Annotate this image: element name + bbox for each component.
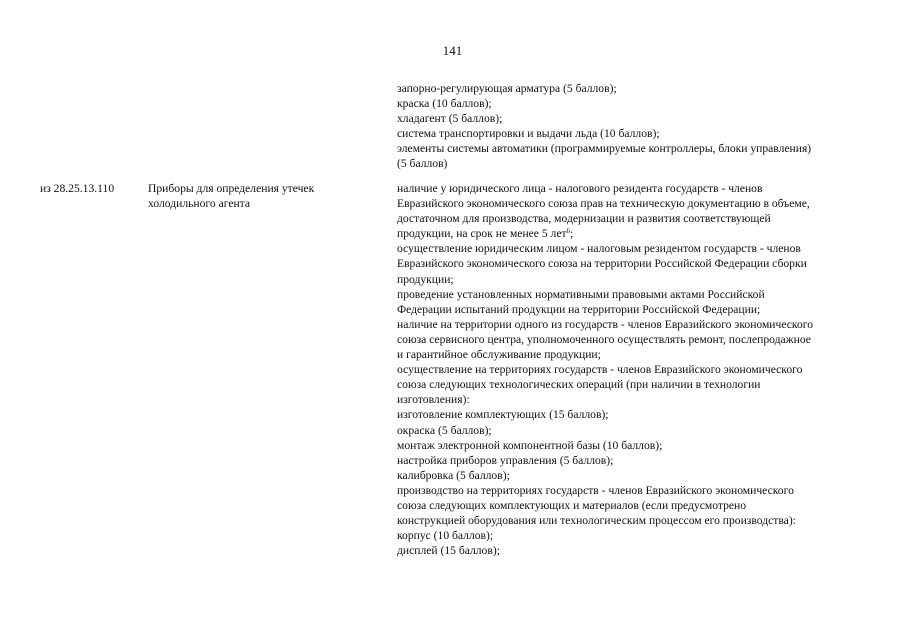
- product-name-line: Приборы для определения утечек: [148, 182, 315, 195]
- requirement-line: Евразийского экономического союза на территории Российской Федерации сборки: [397, 257, 807, 271]
- requirement-line: элементы системы автоматики (программируемые контроллеры, блоки управления): [397, 142, 812, 156]
- footnote-mark: 6: [566, 227, 571, 236]
- product-name: [148, 181, 368, 211]
- requirement-line: хладагент (5 баллов);: [397, 112, 503, 126]
- requirement-line: изготовления):: [397, 393, 470, 407]
- product-requirements: [397, 181, 877, 558]
- requirement-line: союза следующих технологических операций (при наличии в технологии: [397, 378, 761, 392]
- product-code: [40, 181, 140, 196]
- requirement-line: союза следующих комплектующих и материалов (если предусмотрено: [397, 498, 747, 512]
- requirement-line: наличие на территории одного из государств - членов Евразийского экономического: [397, 317, 814, 331]
- requirement-line: продукции;: [397, 272, 454, 286]
- requirement-line: и гарантийное обслуживание продукции;: [397, 348, 601, 362]
- requirement-line: дисплей (15 баллов);: [397, 544, 500, 558]
- requirement-line: осуществление на территориях государств - членов Евразийского экономического: [397, 363, 803, 377]
- requirement-line: окраска (5 баллов);: [397, 423, 492, 437]
- requirement-line: краска (10 баллов);: [397, 97, 492, 111]
- requirement-line: достаточном для производства, модернизации и развития соответствующей: [397, 212, 771, 226]
- requirement-line: производство на территориях государств - членов Евразийского экономического: [397, 483, 794, 497]
- requirement-line: осуществление юридическим лицом - налоговым резидентом государств - членов: [397, 242, 801, 256]
- continued-requirements: [397, 81, 877, 172]
- requirement-line: (5 баллов): [397, 157, 448, 171]
- page-number: 141: [442, 43, 463, 58]
- footnote-suffix: ;: [570, 227, 574, 241]
- requirement-line: настройка приборов управления (5 баллов);: [397, 453, 614, 467]
- requirement-line: калибровка (5 баллов);: [397, 468, 510, 482]
- requirement-text: продукции, на срок не менее 5 лет: [397, 227, 567, 241]
- requirement-line: Федерации испытаний продукции на территории Российской Федерации;: [397, 302, 761, 316]
- requirement-line: конструкцией оборудования или технологическим процессом его производства):: [397, 514, 796, 528]
- requirement-line: корпус (10 баллов);: [397, 529, 494, 543]
- product-code-text: из 28.25.13.110: [40, 182, 115, 195]
- requirement-line: Евразийского экономического союза прав на техническую документацию в объеме,: [397, 197, 810, 211]
- requirement-line: изготовление комплектующих (15 баллов);: [397, 408, 609, 422]
- requirement-line: проведение установленных нормативными правовыми актами Российской: [397, 287, 765, 301]
- requirement-line: союза сервисного центра, уполномоченного осуществлять ремонт, послепродажное: [397, 332, 811, 346]
- requirement-line: система транспортировки и выдачи льда (10 баллов);: [397, 127, 660, 141]
- requirement-line-with-footnote: [397, 226, 877, 241]
- requirement-line: запорно-регулирующая арматура (5 баллов);: [397, 82, 617, 95]
- requirement-line: наличие у юридического лица - налогового резидента государств - членов: [397, 182, 763, 195]
- requirement-line: монтаж электронной компонентной базы (10 баллов);: [397, 438, 663, 452]
- product-name-line: холодильного агента: [148, 197, 251, 211]
